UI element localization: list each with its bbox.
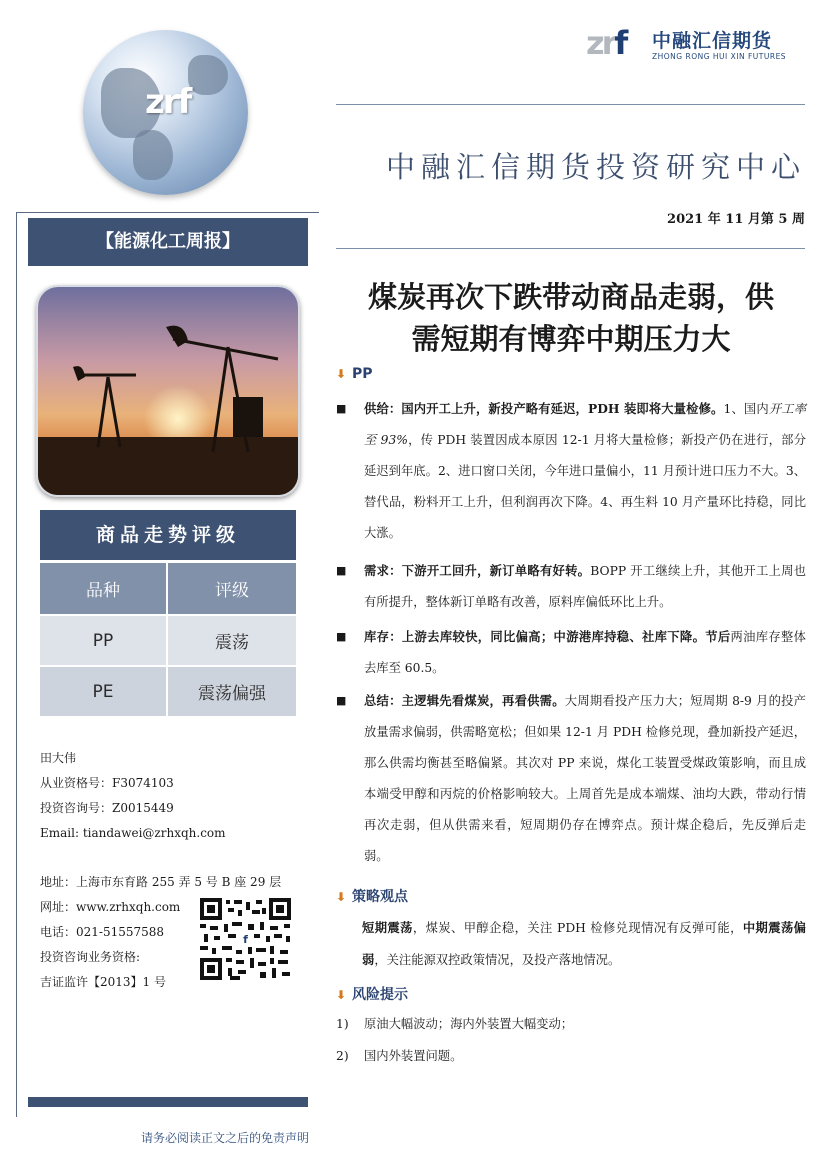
list-item (336, 1041, 462, 1072)
supply-text-2: ，传 PDH 装置因成本原因 12-1 月将大量检修；新投产仍在进行，部分延迟到年底。2、进口窗口关闭，今年进口量偏小，11 月预计进口压力不大。3、替代品，粉料开工上升，但利润再次下降。4、再生料 10 月产量环比持稳，同比大涨。 (364, 433, 806, 540)
header-rule-top (336, 104, 805, 105)
strategy-text-1: ，煤炭、甲醇企稳，关注 PDH 检修兑现情况有反弹可能， (412, 921, 743, 935)
strategy-short-term: 短期震荡 (362, 920, 413, 935)
analyst-qualification: 从业资格号：F3074103 (40, 776, 174, 790)
analyst-email[interactable]: Email: tiandawei@zrhxqh.com (40, 826, 226, 840)
section-pp (336, 366, 373, 382)
square-bullet-icon: ■ (336, 402, 347, 415)
risk-text: 原油大幅波动；海内外装置大幅变动； (364, 1017, 574, 1031)
issue-date: 2021 年 11 月第 5 周 (667, 212, 805, 227)
summary-text: 大周期看投产压力大；短周期 8-9 月的投产放量需求偏弱，供需略宽松；但如果 12-1 月 PDH 检修兑现，叠加新投产延迟，那么供需均衡甚至略偏紧。其次对 PP 来说，煤化工装置受煤政策影响，而且成本端受甲醇和丙烷的价格影响较大。上周首先是成本端煤、油均大跌，带动行情再次走弱，但从供需来看，短周期仍存在博弈点。预计煤企稳后，先反弹后走弱。 (364, 694, 806, 863)
rating-header-rating: 评级 (168, 563, 296, 614)
license-number: 吉证监许【2013】1 号 (40, 975, 166, 989)
company-website[interactable]: 网址：www.zrhxqh.com (40, 900, 181, 914)
section-risk-label: 风险提示 (352, 987, 408, 1003)
strategy-mid-term: 中期震荡偏弱 (362, 920, 806, 967)
square-bullet-icon: ■ (336, 694, 347, 707)
strategy-text-2: ，关注能源双控政策情况，及投产落地情况。 (374, 953, 621, 967)
supply-paragraph (336, 393, 806, 549)
qr-code (200, 898, 291, 980)
risk-number: 1) (336, 1017, 349, 1031)
brand-name-cn: 中融汇信期货 (652, 30, 773, 52)
supply-text-1: 1、国内 (723, 402, 769, 416)
demand-paragraph (336, 555, 806, 618)
section-strategy (336, 886, 408, 906)
square-bullet-icon: ■ (336, 630, 347, 643)
license-label: 投资咨询业务资格: (40, 950, 141, 964)
list-item (336, 1009, 573, 1040)
supply-italic: 开工率至 93% (364, 402, 806, 447)
risk-text: 国内外装置问题。 (364, 1049, 463, 1063)
report-type-banner: 【能源化工周报】 (28, 218, 308, 266)
summary-lead: 总结：主逻辑先看煤炭，再看供需。 (364, 693, 565, 708)
report-headline (336, 276, 806, 360)
section-risk (336, 984, 408, 1004)
sidebar-bottom-bar (28, 1097, 308, 1107)
headline-line-1: 煤炭再次下跌带动商品走弱，供 (367, 280, 774, 314)
analyst-info (40, 746, 226, 846)
rating-table (40, 563, 296, 716)
rating-value-cell: 震荡偏强 (168, 665, 296, 716)
supply-lead: 供给：国内开工上升，新投产略有延迟，PDH 装即将大量检修。 (364, 401, 724, 416)
header-rule-bottom (336, 248, 805, 249)
rating-title: 商品走势评级 (40, 510, 296, 560)
table-row (40, 665, 296, 716)
brand-mark: zrf (586, 24, 626, 62)
table-row (40, 614, 296, 665)
company-phone: 电话：021-51557588 (40, 925, 165, 939)
risk-number: 2) (336, 1049, 349, 1063)
section-pp-label: PP (352, 366, 373, 382)
download-arrow-icon: ⬇ (336, 367, 347, 381)
analyst-name: 田大伟 (40, 751, 77, 765)
globe-logo (83, 30, 248, 195)
download-arrow-icon: ⬇ (336, 890, 347, 904)
rating-product-cell: PE (40, 665, 168, 716)
inventory-text: 两油库存整体去库至 60.5。 (364, 630, 806, 675)
summary-paragraph (336, 685, 806, 872)
company-address: 地址：上海市东育路 255 弄 5 号 B 座 29 层 (40, 875, 282, 889)
demand-text: BOPP 开工继续上升，其他开工上周也有所提升，整体新订单略有改善，原料库偏低环比上升。 (364, 564, 806, 609)
disclaimer-notice[interactable]: 请务必阅读正文之后的免责声明 (140, 1131, 309, 1145)
strategy-paragraph (362, 912, 806, 976)
globe-logo-text: zrf (145, 82, 191, 122)
demand-lead: 需求：下游开工回升，新订单略有好转。 (364, 563, 591, 578)
brand-logo (586, 22, 796, 70)
square-bullet-icon: ■ (336, 564, 347, 577)
rating-value-cell: 震荡 (168, 614, 296, 665)
download-arrow-icon: ⬇ (336, 988, 347, 1002)
inventory-lead: 库存：上游去库较快，同比偏高；中游港库持稳、社库下降。节后 (364, 629, 731, 644)
research-center-title: 中融汇信期货投资研究中心 (385, 150, 806, 184)
rating-product-cell: PP (40, 614, 168, 665)
svg-text:f: f (243, 933, 248, 946)
rating-header-product: 品种 (40, 563, 168, 614)
brand-name-en: ZHONG RONG HUI XIN FUTURES (652, 52, 787, 61)
headline-line-2: 需短期有博弈中期压力大 (411, 322, 731, 356)
oil-pump-photo (36, 285, 300, 497)
section-strategy-label: 策略观点 (352, 889, 408, 905)
analyst-consult-no: 投资咨询号：Z0015449 (40, 801, 174, 815)
inventory-paragraph (336, 621, 806, 684)
